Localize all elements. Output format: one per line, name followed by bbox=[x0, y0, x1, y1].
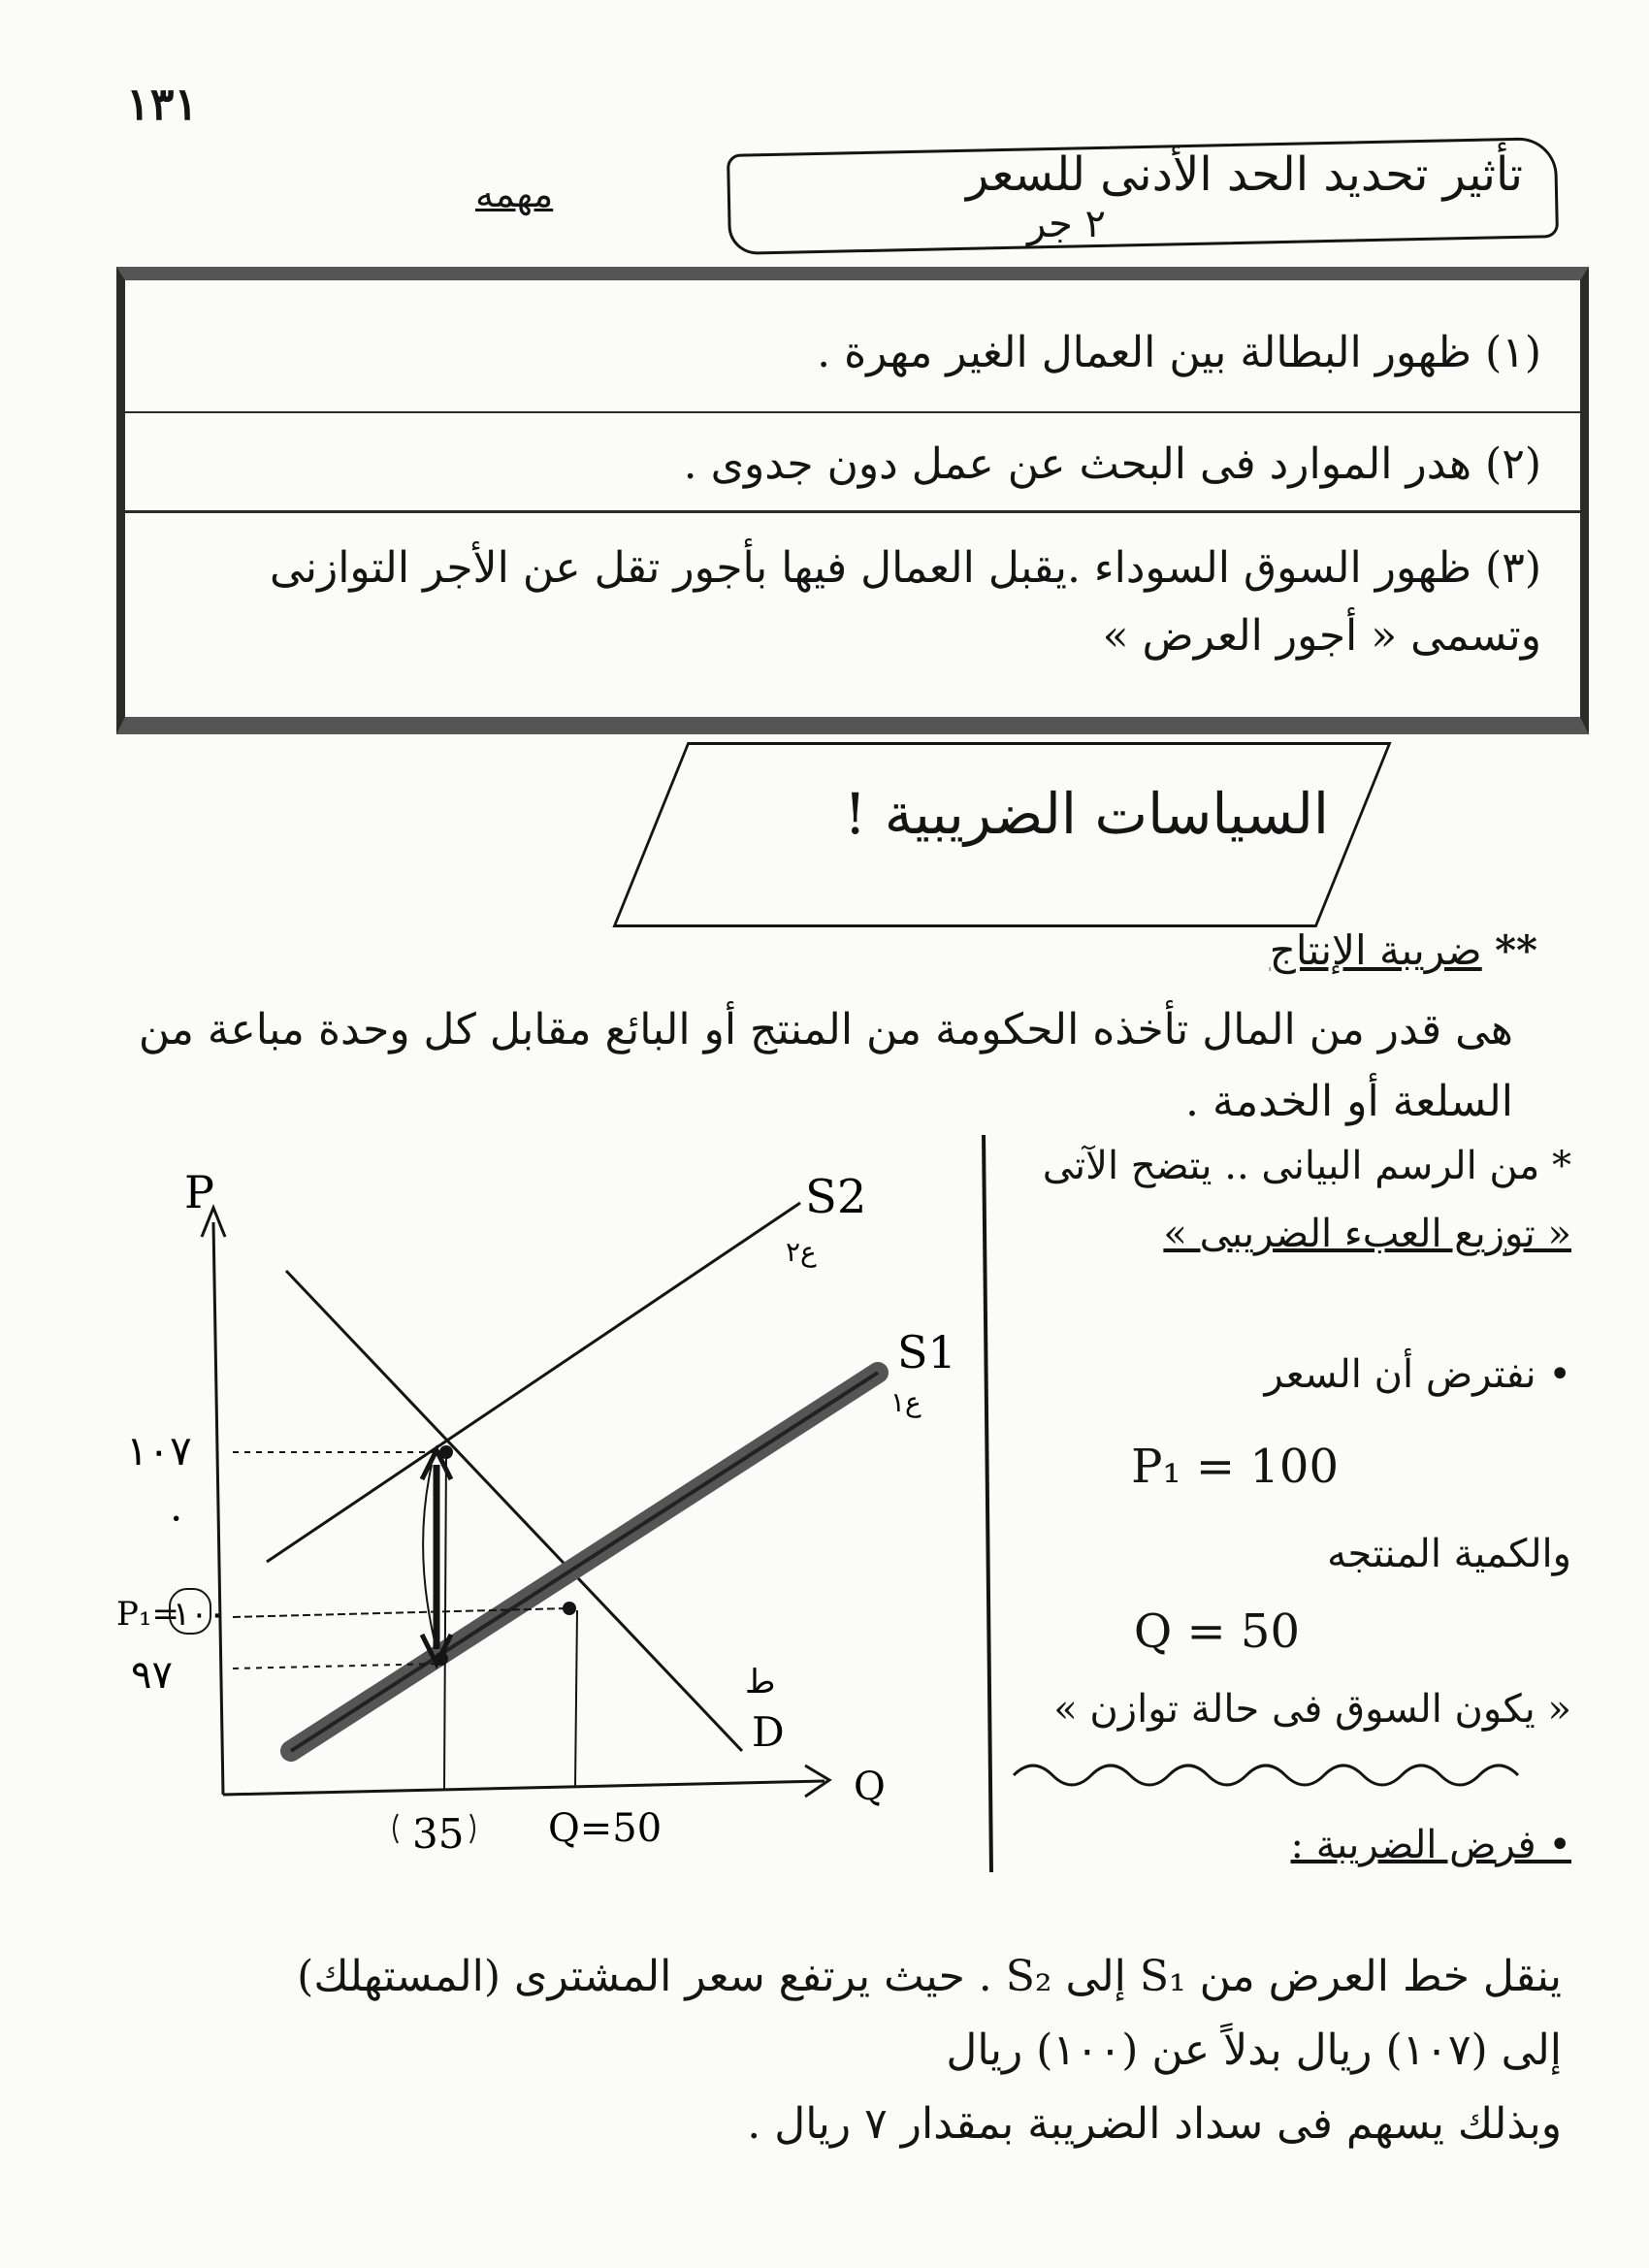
wavy-underline bbox=[1009, 1751, 1552, 1790]
header-subtitle: ٢ جر bbox=[1027, 202, 1106, 246]
tick-107: ١٠٧ bbox=[126, 1427, 192, 1474]
note-quantity-label: والكمية المنتجه bbox=[1327, 1532, 1571, 1576]
point-c bbox=[435, 1652, 448, 1666]
x-axis-label: Q bbox=[854, 1765, 886, 1809]
q35-bracket-right bbox=[470, 1814, 474, 1843]
note-p1-value: P₁ = 100 bbox=[1131, 1440, 1339, 1494]
tick-p1-prefix: P₁= bbox=[116, 1595, 179, 1634]
q35-bracket-left bbox=[394, 1814, 398, 1843]
important-note: مهمه bbox=[475, 173, 554, 215]
production-tax-definition: هى قدر من المال تأخذه الحكومة من المنتج أو البائع مقابل كل وحدة مباعة من السلعة أو الخدمة . bbox=[138, 1005, 1513, 1126]
conclusion-paragraph bbox=[29, 1940, 1562, 2161]
tick-97: ٩٧ bbox=[131, 1653, 173, 1698]
heading-prefix: ** bbox=[1495, 926, 1537, 974]
effect-text: (٢) هدر الموارد فى البحث عن عمل دون جدوى . bbox=[683, 439, 1541, 489]
point-a bbox=[439, 1445, 453, 1459]
point-b bbox=[563, 1602, 576, 1615]
note-q-value: Q = 50 bbox=[1133, 1604, 1300, 1659]
note-equilibrium: « يكون السوق فى حالة توازن » bbox=[1053, 1687, 1571, 1732]
note-tax-burden: « توزيع العبء الضريبى » bbox=[1163, 1212, 1571, 1256]
page-number: ١٣١ bbox=[126, 78, 199, 130]
conclusion-line: ينقل خط العرض من S₁ إلى S₂ . حيث يرتفع سعر المشترى (المستهلك) bbox=[297, 1952, 1562, 2001]
effect-row bbox=[125, 280, 1580, 413]
s2-note: ع٢ bbox=[786, 1236, 817, 1268]
production-tax-heading bbox=[1270, 926, 1537, 974]
effect-row bbox=[125, 513, 1580, 697]
column-divider bbox=[982, 1135, 993, 1872]
tick-dot: · bbox=[170, 1495, 183, 1542]
conclusion-line: وبذلك يسهم فى سداد الضريبة بمقدار ٧ ريال . bbox=[747, 2099, 1562, 2149]
x-axis bbox=[223, 1781, 824, 1795]
s2-label: S2 bbox=[805, 1170, 867, 1224]
y-axis bbox=[213, 1222, 223, 1795]
d-note: ط bbox=[745, 1663, 776, 1701]
note-from-graph: * من الرسم البيانى .. يتضح الآتى bbox=[1042, 1144, 1571, 1188]
effects-box bbox=[116, 267, 1589, 734]
supply-curve-s1-core bbox=[291, 1373, 878, 1751]
guide-q50 bbox=[575, 1610, 577, 1787]
header-title: تأثير تحديد الحد الأدنى للسعر bbox=[965, 147, 1523, 202]
supply-curve-s2 bbox=[267, 1203, 800, 1562]
y-axis-label: P bbox=[184, 1166, 214, 1218]
heading-text: ضريبة الإنتاج bbox=[1269, 926, 1482, 974]
tick-q35: 35 bbox=[412, 1810, 465, 1858]
conclusion-line: إلى (١٠٧) ريال بدلاً عن (١٠٠) ريال bbox=[946, 2025, 1562, 2075]
s1-label: S1 bbox=[897, 1326, 956, 1378]
tax-burden-graph bbox=[87, 1145, 960, 1863]
section-title: السياسات الضريبية ! bbox=[843, 781, 1330, 847]
s1-note: ع١ bbox=[890, 1386, 922, 1418]
guide-q35 bbox=[444, 1452, 446, 1790]
effect-text: (١) ظهور البطالة بين العمال الغير مهرة . bbox=[817, 328, 1541, 377]
effect-row bbox=[125, 413, 1580, 513]
note-assume-price: • نفترض أن السعر bbox=[1264, 1352, 1571, 1397]
tick-100: ١٠٠ bbox=[173, 1595, 226, 1634]
d-label: D bbox=[752, 1708, 785, 1756]
note-impose-tax: • فرض الضريبة : bbox=[1290, 1823, 1571, 1867]
effect-text: (٣) ظهور السوق السوداء .يقبل العمال فيها بأجور تقل عن الأجر التوازنى وتسمى « أجور العرض » bbox=[270, 543, 1541, 661]
tick-q50: Q=50 bbox=[548, 1806, 663, 1851]
